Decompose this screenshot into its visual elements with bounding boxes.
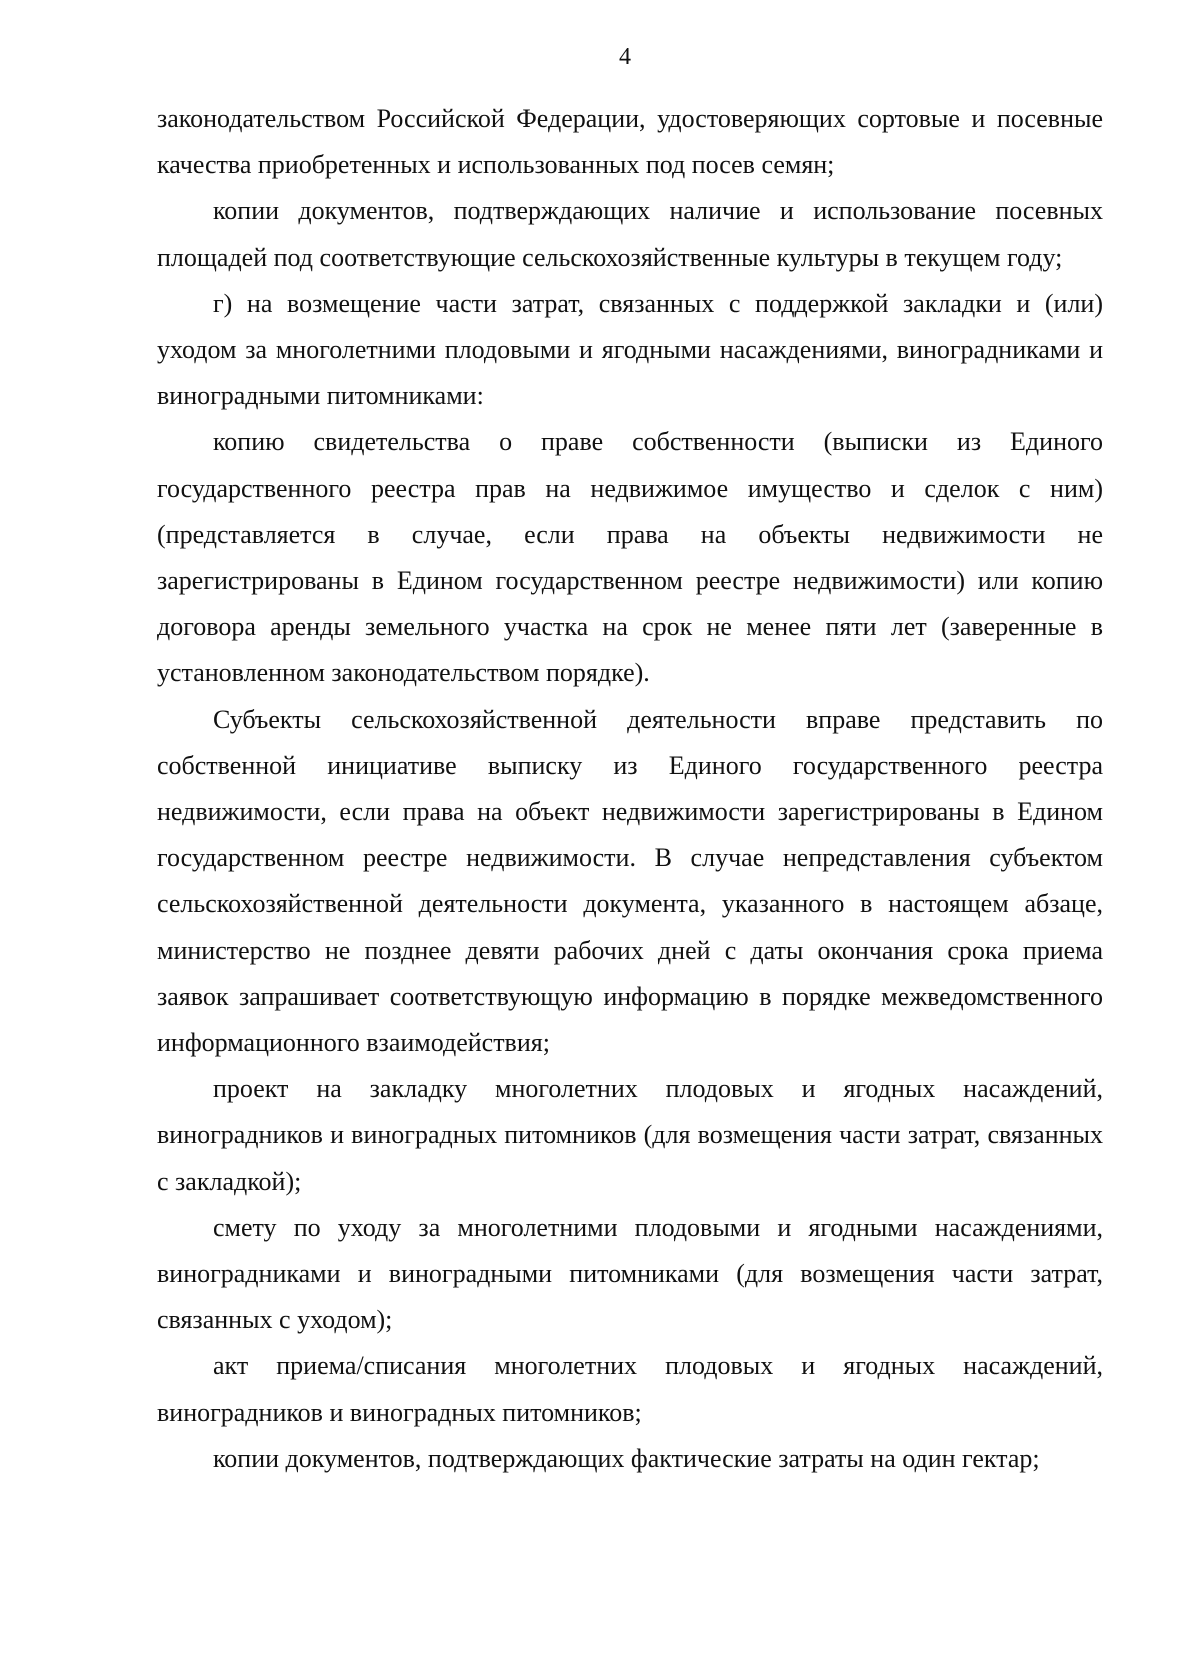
paragraph: проект на закладку многолетних плодовых и ягодных насаждений, виноградников и виноградных питомников (для возмещения части затрат, связанных с закладкой); xyxy=(157,1074,1103,1196)
paragraph: смету по уходу за многолетними плодовыми и ягодными насаждениями, виноградниками и виноградными питомниками (для возмещения части затрат, связанных с уходом); xyxy=(157,1212,1103,1335)
document-body xyxy=(157,96,1103,1482)
paragraph: г) на возмещение части затрат, связанных с поддержкой закладки и (или) уходом за многолетними плодовыми и ягодными насаждениями, виноградниками и виноградными питомниками: xyxy=(157,288,1103,411)
paragraph: законодательством Российской Федерации, удостоверяющих сортовые и посевные качества приобретенных и использованных под посев семян; xyxy=(157,104,1103,180)
paragraph: Субъекты сельскохозяйственной деятельности вправе представить по собственной инициативе выписку из Единого государственного реестра недвижимости, если права на объект недвижимости зарегистрированы в Едином государственном реестре недвижимости. В случае непредставления субъектом сельскохозяйственной деятельности документа, указанного в настоящем абзаце, министерство не позднее девяти рабочих дней с даты окончания срока приема заявок запрашивает соответствующую информацию в порядке межведомственного информационного взаимодействия; xyxy=(157,704,1103,1058)
paragraph: копии документов, подтверждающих фактические затраты на один гектар; xyxy=(213,1443,1040,1473)
paragraph: акт приема/списания многолетних плодовых и ягодных насаждений, виноградников и виноградных питомников; xyxy=(157,1351,1103,1427)
page-number: 4 xyxy=(619,44,631,70)
paragraph: копии документов, подтверждающих наличие и использование посевных площадей под соответствующие сельскохозяйственные культуры в текущем году; xyxy=(157,196,1103,272)
paragraph: копию свидетельства о праве собственности (выписки из Единого государственного реестра прав на недвижимое имущество и сделок с ним) (представляется в случае, если права на объекты недвижимости не зарегистрированы в Едином государственном реестре недвижимости) или копию договора аренды земельного участка на срок не менее пяти лет (заверенные в установленном законодательством порядке). xyxy=(157,427,1103,688)
